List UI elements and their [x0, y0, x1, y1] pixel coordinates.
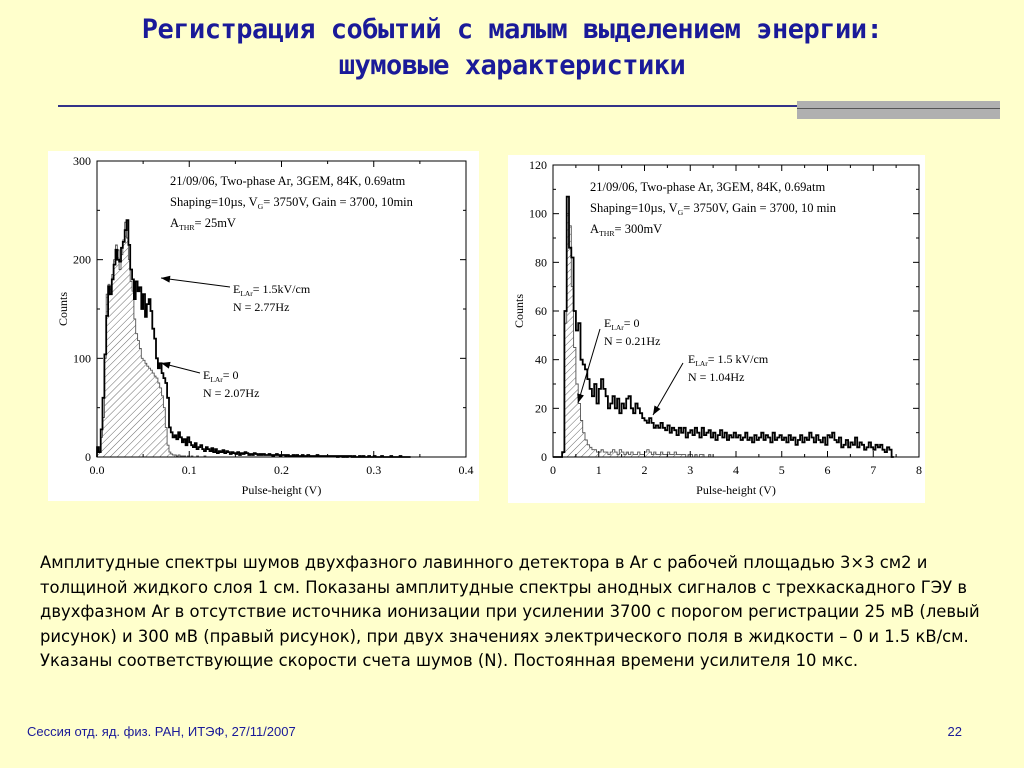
y-tick-label-1-6: 120	[529, 158, 547, 172]
x-tick-label-1-7: 7	[870, 463, 877, 477]
y-tick-label-1-2: 40	[535, 352, 547, 367]
series-label-1-1: $E_{LAr}= 0$	[604, 316, 640, 332]
x-tick-label-1-4: 4	[733, 463, 739, 477]
series-arrow-1-0	[653, 363, 683, 415]
info-line-3-1: $A_{THR}= 300mV$	[590, 222, 663, 238]
slide-title	[0, 12, 1024, 84]
x-tick-label-0-0: 0.0	[89, 463, 105, 477]
y-axis-label-0: Counts	[56, 291, 70, 327]
series-label-0-0: $E_{LAr}= 1.5kV/cm$	[233, 282, 311, 298]
slide-title-line-2: шумовые характеристики	[338, 50, 686, 81]
series-arrowhead-0-0	[161, 276, 170, 283]
x-tick-label-1-2: 2	[641, 463, 648, 477]
y-tick-label-1-0: 0	[541, 450, 547, 464]
right-chart	[508, 155, 925, 503]
y-tick-label-1-5: 100	[529, 206, 547, 221]
series-rate-0-0: N = 2.77Hz	[233, 300, 290, 314]
series-arrowhead-1-0	[653, 405, 661, 415]
left-chart	[48, 151, 479, 501]
y-tick-label-1-1: 20	[535, 401, 547, 416]
x-tick-label-0-1: 0.1	[181, 463, 197, 477]
y-tick-label-1-3: 60	[535, 304, 547, 318]
figure-caption: Амплитудные спектры шумов двухфазного лавинного детектора в Ar с рабочей площадью 3×3 см2 и толщиной жидкого слоя 1 см. Показаны амплитудные спектры анодных сигналов с трехкаскадного ГЭУ в двухфазном Ar в отсутствие источника ионизации при усилении 3700 с порогом регистрации 25 мВ (левый рисунок) и 300 мВ (правый рисунок), при двух значениях электрического поля в жидкости – 0 и 1.5 кВ/см. Указаны соответствующие скорости счета шумов (N). Постоянная времени усилителя 10 мкс.	[40, 553, 980, 670]
x-tick-label-0-2: 0.2	[274, 463, 289, 477]
y-tick-label-0-0: 0	[85, 450, 91, 464]
series-rate-1-1: N = 0.21Hz	[604, 334, 661, 348]
series-arrowhead-1-1	[577, 393, 584, 403]
x-tick-label-0-4: 0.4	[458, 463, 474, 477]
x-tick-label-1-1: 1	[595, 463, 602, 477]
page-number: 22	[947, 724, 962, 739]
x-tick-label-1-5: 5	[778, 463, 785, 477]
info-line-3-0: $A_{THR}= 25mV$	[170, 216, 236, 232]
x-axis-label-0: Pulse-height (V)	[241, 483, 322, 497]
x-tick-label-0-3: 0.3	[366, 463, 382, 477]
info-line-1-1: 21/09/06, Two-phase Ar, 3GEM, 84K, 0.69atm	[590, 180, 826, 194]
footer-session: Сессия отд. яд. физ. РАН, ИТЭФ, 27/11/2007	[27, 724, 296, 739]
x-axis-label-1: Pulse-height (V)	[696, 483, 776, 497]
y-tick-label-0-1: 100	[73, 351, 91, 366]
y-tick-label-1-4: 80	[535, 255, 547, 270]
series-rate-0-1: N = 2.07Hz	[203, 386, 260, 400]
x-tick-label-1-3: 3	[687, 463, 694, 477]
title-accent-bar	[797, 101, 1000, 119]
info-line-2-1: Shaping=10µs, $V_G= 3750V$, Gain = 3700, 10 min	[590, 201, 837, 217]
series-arrow-0-0	[161, 278, 230, 287]
y-tick-label-0-3: 300	[73, 154, 91, 168]
x-tick-label-1-8: 8	[916, 463, 922, 477]
right-chart-panel	[508, 155, 925, 503]
left-chart-panel	[48, 151, 479, 501]
title-accent-bar-line	[797, 108, 1000, 109]
y-axis-label-1: Counts	[512, 293, 526, 329]
slide-title-line-1: Регистрация событий с малым выделением энергии:	[141, 14, 883, 45]
y-tick-label-0-2: 200	[73, 252, 91, 267]
info-line-2-0: Shaping=10µs, $V_G= 3750V$, Gain = 3700, 10min	[170, 195, 413, 211]
x-tick-label-1-6: 6	[824, 463, 831, 477]
series-label-1-0: $E_{LAr}= 1.5$ kV/cm	[688, 352, 769, 368]
info-line-1-0: 21/09/06, Two-phase Ar, 3GEM, 84K, 0.69atm	[170, 174, 406, 188]
series-label-0-1: $E_{LAr}= 0$	[203, 368, 239, 384]
x-tick-label-1-0: 0	[550, 463, 556, 477]
series-rate-1-0: N = 1.04Hz	[688, 370, 745, 384]
